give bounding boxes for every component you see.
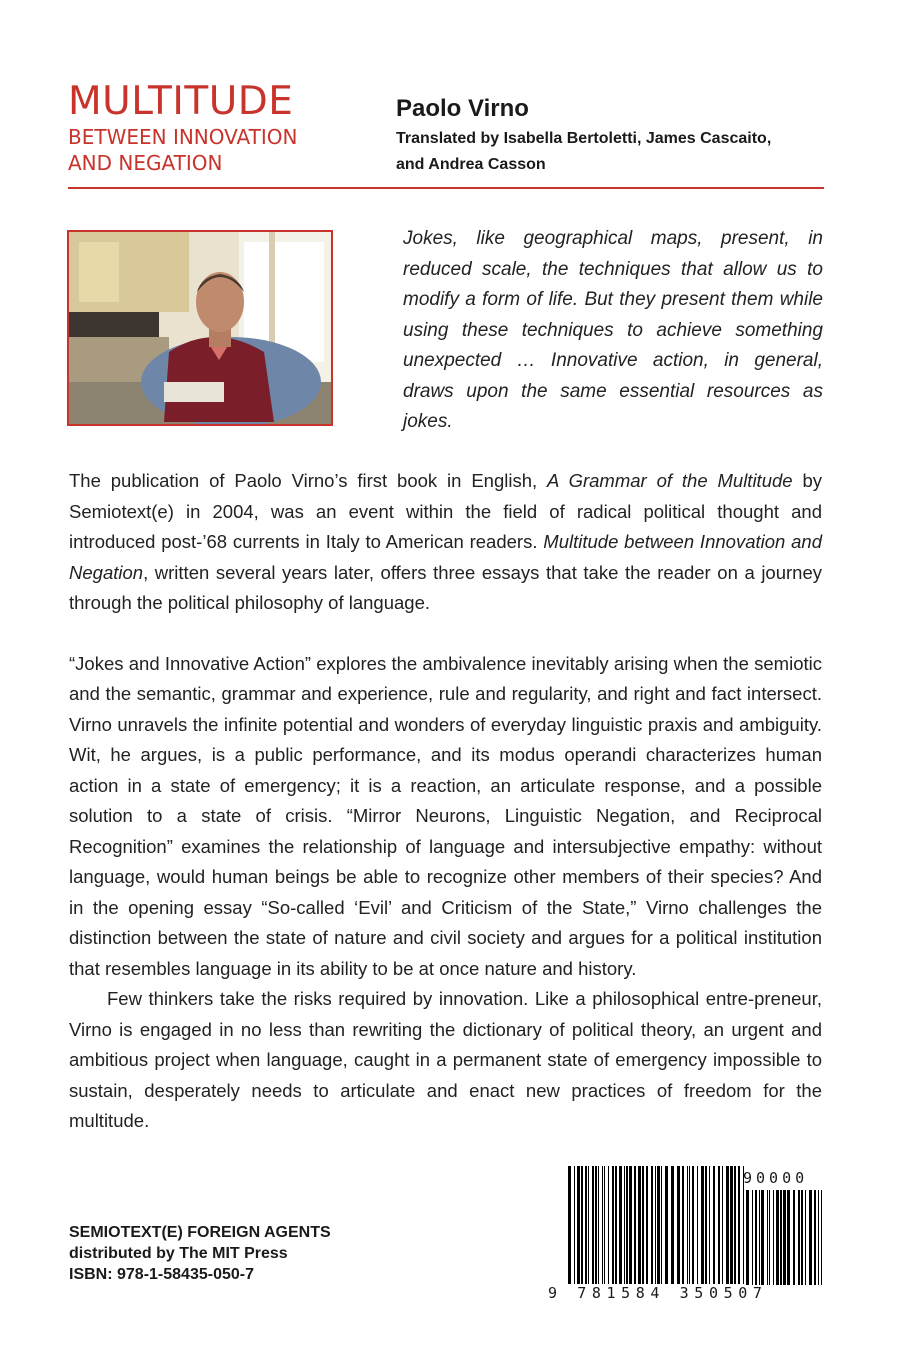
barcode-bar xyxy=(730,1166,733,1284)
barcode-bar xyxy=(818,1190,819,1285)
series-name: SEMIOTEXT(E) FOREIGN AGENTS xyxy=(69,1224,331,1241)
price-code: 90000 xyxy=(743,1169,809,1187)
barcode-bar xyxy=(592,1166,594,1284)
barcode-bar xyxy=(805,1190,806,1285)
barcode-bar xyxy=(646,1166,648,1284)
barcode-bar xyxy=(577,1166,580,1284)
paragraph-1-part-a: The publication of Paolo Virno’s first book in English, xyxy=(69,470,548,491)
paragraph-3: Few thinkers take the risks required by innovation. Like a philosophical entre-preneur, Virno is engaged in no less than rewriting the dictionary of political theory, an urgent and ambitious project when language, caught in a permanent state of emergency impossible to sustain, desperately needs to articulate and enact new practices of freedom for the multitude. xyxy=(69,988,822,1131)
barcode-bar xyxy=(612,1166,614,1284)
barcode-bar xyxy=(783,1190,786,1285)
barcode-bar xyxy=(761,1190,764,1285)
barcode-bar xyxy=(615,1166,617,1284)
isbn-barcode-icon xyxy=(568,1166,748,1286)
book-title: MULTITUDE xyxy=(68,79,294,124)
distributor: distributed by The MIT Press xyxy=(69,1245,288,1262)
barcode-bar xyxy=(682,1166,684,1284)
translators-line-2: and Andrea Casson xyxy=(396,156,546,173)
barcode-bar xyxy=(718,1166,720,1284)
barcode-bar xyxy=(598,1166,599,1284)
barcode-digits: 9 781584 350507 xyxy=(548,1284,768,1302)
barcode-bar xyxy=(780,1190,782,1285)
pull-quote: Jokes, like geographical maps, present, in reduced scale, the techniques that allow us to modify a form of life. But they present them while using these techniques to achieve something unexpected … Innovative action, in general, draws upon the same essential resources as jokes. xyxy=(403,228,823,432)
barcode-bar xyxy=(767,1190,768,1285)
isbn-number: ISBN: 978-1-58435-050-7 xyxy=(69,1266,254,1283)
price-barcode-icon xyxy=(746,1190,826,1285)
barcode-bar xyxy=(738,1166,740,1284)
barcode-bar xyxy=(734,1166,736,1284)
barcode-bar xyxy=(651,1166,653,1284)
barcode-bar xyxy=(722,1166,723,1284)
barcode-bar xyxy=(608,1166,609,1284)
author-block xyxy=(396,94,826,178)
barcode-bar xyxy=(602,1166,603,1284)
barcode-bar xyxy=(581,1166,583,1284)
title-block xyxy=(68,79,368,176)
barcode-bar xyxy=(759,1190,760,1285)
barcode-bar xyxy=(801,1190,803,1285)
barcode-bar xyxy=(697,1166,698,1284)
multitude-book-title: Multitude between Innovation and Negation xyxy=(69,531,822,583)
barcode-bar xyxy=(574,1166,575,1284)
paragraph-1-part-e: , written several years later, offers three essays that take the reader on a journey through the political philosophy of language. xyxy=(69,561,822,613)
barcode-bar xyxy=(655,1166,656,1284)
author-name: Paolo Virno xyxy=(396,95,529,122)
barcode-bar xyxy=(798,1190,800,1285)
barcode-bar xyxy=(776,1190,779,1285)
barcode-bar xyxy=(769,1190,770,1285)
publisher-info xyxy=(69,1222,469,1285)
barcode-bar xyxy=(709,1166,710,1284)
barcode-bar xyxy=(661,1166,662,1284)
barcode-block xyxy=(548,1166,828,1311)
barcode-bar xyxy=(821,1190,822,1285)
barcode-bar xyxy=(809,1190,812,1285)
barcode-bar xyxy=(638,1166,641,1284)
barcode-bar xyxy=(787,1190,790,1285)
barcode-bar xyxy=(726,1166,729,1284)
barcode-bar xyxy=(692,1166,694,1284)
barcode-bar xyxy=(671,1166,674,1284)
barcode-bar xyxy=(793,1190,795,1285)
barcode-bar xyxy=(705,1166,707,1284)
barcode-bar xyxy=(568,1166,571,1284)
barcode-bar xyxy=(755,1190,757,1285)
barcode-bar xyxy=(604,1166,605,1284)
barcode-bar xyxy=(773,1190,774,1285)
barcode-bar xyxy=(595,1166,597,1284)
header-divider xyxy=(68,187,824,189)
barcode-bar xyxy=(619,1166,622,1284)
barcode-bar xyxy=(585,1166,587,1284)
barcode-bar xyxy=(657,1166,660,1284)
barcode-bar xyxy=(713,1166,715,1284)
barcode-bar xyxy=(665,1166,668,1284)
barcode-bar xyxy=(752,1190,753,1285)
barcode-bar xyxy=(588,1166,589,1284)
author-portrait-icon xyxy=(69,232,331,424)
grammar-of-multitude-title: A Grammar of the Multitude xyxy=(547,470,793,491)
description-text xyxy=(69,466,822,1137)
barcode-bar xyxy=(624,1166,625,1284)
paragraph-1-part-c: by Semiotext(e) in 2004, was an event within the field of radical political thought and introduced post-’68 currents in Italy to American readers. xyxy=(69,470,822,552)
book-subtitle-line-2: AND NEGATION xyxy=(68,151,223,175)
barcode-bar xyxy=(629,1166,632,1284)
paragraph-2: “Jokes and Innovative Action” explores the ambivalence inevitably arising when the semiotic and the semantic, grammar and experience, rule and regularity, and right and fact intersect. Virno unravels the infinite potential and wonders of everyday linguistic praxis and ambiguity. Wit, he argues, is a public performance, and its modus operandi characterizes human action in a state of emergency; it is a reaction, an articulate response, and a possible solution to a state of crisis. “Mirror Neurons, Linguistic Negation, and Reciprocal Recognition” examines the relationship of language and intersubjective empathy: without language, would human beings be able to recognize other members of their species? And in the opening essay “So-called ‘Evil’ and Criticism of the State,” Virno challenges the distinction between the state of nature and civil society and argues for a political institution that resembles language in its ability to be at once nature and history. xyxy=(69,652,822,979)
barcode-bar xyxy=(746,1190,749,1285)
paragraph-1 xyxy=(69,466,822,619)
barcode-bar xyxy=(677,1166,680,1284)
barcode-bar xyxy=(634,1166,636,1284)
translators-line-1: Translated by Isabella Bertoletti, James Cascaito, xyxy=(396,130,772,147)
barcode-bar xyxy=(701,1166,704,1284)
barcode-bar xyxy=(814,1190,816,1285)
barcode-bar xyxy=(626,1166,628,1284)
author-photo xyxy=(67,230,333,426)
barcode-bar xyxy=(642,1166,644,1284)
book-subtitle-line-1: BETWEEN INNOVATION xyxy=(68,125,298,149)
barcode-bar xyxy=(687,1166,688,1284)
barcode-bar xyxy=(689,1166,690,1284)
